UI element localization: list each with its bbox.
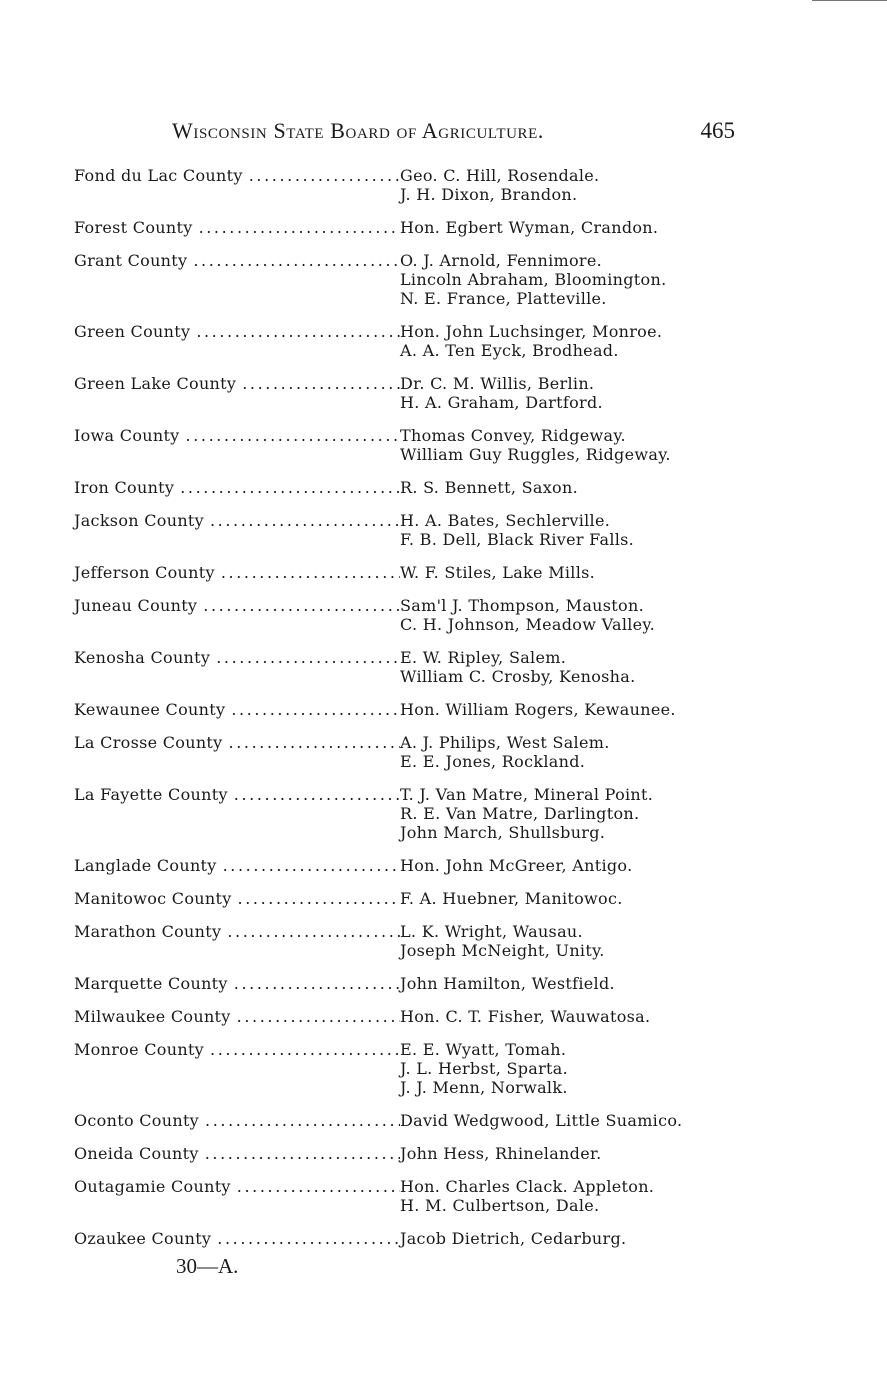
county-entry <box>74 1040 734 1097</box>
county-entry <box>74 1229 734 1248</box>
county-cell <box>74 251 400 308</box>
county-entry <box>74 1177 734 1215</box>
dot-leader <box>242 374 400 393</box>
member-name: W. F. Stiles, Lake Mills. <box>400 563 596 582</box>
dot-leader <box>210 511 400 530</box>
county-name: Oneida County <box>74 1144 199 1163</box>
dot-leader <box>199 218 400 237</box>
member-name: H. A. Bates, Sechlerville. <box>400 511 611 530</box>
running-title: Wisconsin State Board of Agriculture. <box>172 118 544 143</box>
member-list <box>400 218 734 237</box>
county-cell <box>74 974 400 993</box>
member-name: John Hamilton, Westfield. <box>400 974 615 993</box>
county-cell <box>74 856 400 875</box>
dot-leader <box>205 1144 400 1163</box>
county-name: Marathon County <box>74 922 222 941</box>
member-name: T. J. Van Matre, Mineral Point. <box>400 785 654 804</box>
dot-leader <box>237 1177 400 1196</box>
member-list <box>400 1177 734 1215</box>
member-list <box>400 785 734 842</box>
county-cell <box>74 166 400 204</box>
member-name: R. S. Bennett, Saxon. <box>400 478 578 497</box>
county-cell <box>74 733 400 771</box>
member-name: Thomas Convey, Ridgeway. <box>400 426 626 445</box>
member-name: A. J. Philips, West Salem. <box>400 733 610 752</box>
dot-leader <box>217 1229 400 1248</box>
county-entry <box>74 856 734 875</box>
dot-leader <box>249 166 400 185</box>
county-entry <box>74 166 734 204</box>
member-name: R. E. Van Matre, Darlington. <box>400 804 640 823</box>
member-name: Hon. Egbert Wyman, Crandon. <box>400 218 659 237</box>
county-cell <box>74 374 400 412</box>
county-cell <box>74 563 400 582</box>
member-name: A. A. Ten Eyck, Brodhead. <box>400 341 619 360</box>
dot-leader <box>203 596 400 615</box>
county-name: La Fayette County <box>74 785 228 804</box>
county-cell <box>74 700 400 719</box>
county-entry <box>74 648 734 686</box>
county-entry <box>74 785 734 842</box>
county-entry <box>74 478 734 497</box>
dot-leader <box>196 322 400 341</box>
county-entry <box>74 511 734 549</box>
member-name: John Hess, Rhinelander. <box>400 1144 602 1163</box>
member-name: J. H. Dixon, Brandon. <box>400 185 578 204</box>
member-list <box>400 1144 734 1163</box>
county-entry <box>74 922 734 960</box>
county-entry <box>74 374 734 412</box>
dot-leader <box>234 974 400 993</box>
member-name: J. L. Herbst, Sparta. <box>400 1059 569 1078</box>
county-entry <box>74 218 734 237</box>
county-cell <box>74 1229 400 1248</box>
member-name: F. B. Dell, Black River Falls. <box>400 530 635 549</box>
top-edge-rule <box>812 0 887 1</box>
member-name: Hon. C. T. Fisher, Wauwatosa. <box>400 1007 651 1026</box>
member-name: F. A. Huebner, Manitowoc. <box>400 889 623 908</box>
county-entry <box>74 700 734 719</box>
county-name: Jackson County <box>74 511 204 530</box>
county-name: Green Lake County <box>74 374 237 393</box>
member-name: Joseph McNeight, Unity. <box>400 941 605 960</box>
county-cell <box>74 785 400 842</box>
member-name: William Guy Ruggles, Ridgeway. <box>400 445 671 464</box>
county-name: Ozaukee County <box>74 1229 212 1248</box>
county-name: Outagamie County <box>74 1177 231 1196</box>
dot-leader <box>238 889 400 908</box>
county-cell <box>74 648 400 686</box>
member-list <box>400 1007 734 1026</box>
county-entry <box>74 974 734 993</box>
county-entry <box>74 733 734 771</box>
county-name: Oconto County <box>74 1111 200 1130</box>
county-cell <box>74 1144 400 1163</box>
county-entry <box>74 889 734 908</box>
county-entry <box>74 1007 734 1026</box>
member-name: O. J. Arnold, Fennimore. <box>400 251 602 270</box>
member-list <box>400 856 734 875</box>
member-list <box>400 1229 734 1248</box>
dot-leader <box>193 251 400 270</box>
dot-leader <box>210 1040 400 1059</box>
member-list <box>400 700 734 719</box>
member-name: Geo. C. Hill, Rosendale. <box>400 166 600 185</box>
county-cell <box>74 922 400 960</box>
member-name: Hon. John McGreer, Antigo. <box>400 856 633 875</box>
signature-mark: 30—A. <box>176 1254 239 1278</box>
county-name: La Crosse County <box>74 733 223 752</box>
member-name: Sam'l J. Thompson, Mauston. <box>400 596 644 615</box>
county-name: Milwaukee County <box>74 1007 231 1026</box>
county-cell <box>74 218 400 237</box>
member-list <box>400 922 734 960</box>
dot-leader <box>227 922 400 941</box>
county-cell <box>74 1177 400 1215</box>
county-name: Jefferson County <box>74 563 215 582</box>
county-name: Grant County <box>74 251 188 270</box>
county-name: Green County <box>74 322 191 341</box>
member-list <box>400 166 734 204</box>
county-name: Fond du Lac County <box>74 166 243 185</box>
county-cell <box>74 426 400 464</box>
member-list <box>400 511 734 549</box>
county-member-listing <box>74 166 734 1262</box>
member-name: David Wedgwood, Little Suamico. <box>400 1111 683 1130</box>
member-list <box>400 322 734 360</box>
county-name: Kewaunee County <box>74 700 226 719</box>
member-name: C. H. Johnson, Meadow Valley. <box>400 615 656 634</box>
dot-leader <box>205 1111 400 1130</box>
dot-leader <box>237 1007 400 1026</box>
county-cell <box>74 1007 400 1026</box>
county-name: Kenosha County <box>74 648 211 667</box>
member-name: H. A. Graham, Dartford. <box>400 393 603 412</box>
county-cell <box>74 1111 400 1130</box>
member-name: J. J. Menn, Norwalk. <box>400 1078 568 1097</box>
county-cell <box>74 511 400 549</box>
member-list <box>400 733 734 771</box>
county-entry <box>74 322 734 360</box>
member-name: H. M. Culbertson, Dale. <box>400 1196 600 1215</box>
member-list <box>400 251 734 308</box>
county-name: Juneau County <box>74 596 198 615</box>
county-cell <box>74 478 400 497</box>
dot-leader <box>186 426 400 445</box>
member-name: Hon. William Rogers, Kewaunee. <box>400 700 676 719</box>
county-name: Manitowoc County <box>74 889 232 908</box>
member-list <box>400 596 734 634</box>
county-cell <box>74 1040 400 1097</box>
county-entry <box>74 563 734 582</box>
county-name: Langlade County <box>74 856 217 875</box>
member-list <box>400 648 734 686</box>
member-name: John March, Shullsburg. <box>400 823 606 842</box>
member-name: N. E. France, Platteville. <box>400 289 607 308</box>
member-name: William C. Crosby, Kenosha. <box>400 667 636 686</box>
member-name: Hon. Charles Clack. Appleton. <box>400 1177 655 1196</box>
member-name: Hon. John Luchsinger, Monroe. <box>400 322 663 341</box>
member-list <box>400 1040 734 1097</box>
member-list <box>400 889 734 908</box>
county-name: Forest County <box>74 218 193 237</box>
member-list <box>400 974 734 993</box>
county-name: Iron County <box>74 478 175 497</box>
county-entry <box>74 251 734 308</box>
dot-leader <box>231 700 400 719</box>
dot-leader <box>234 785 400 804</box>
county-entry <box>74 596 734 634</box>
dot-leader <box>223 856 400 875</box>
member-list <box>400 563 734 582</box>
member-name: Jacob Dietrich, Cedarburg. <box>400 1229 627 1248</box>
county-cell <box>74 322 400 360</box>
county-entry <box>74 1144 734 1163</box>
member-list <box>400 478 734 497</box>
dot-leader <box>221 563 400 582</box>
dot-leader <box>229 733 400 752</box>
page-number: 465 <box>700 118 735 143</box>
dot-leader <box>180 478 400 497</box>
county-entry <box>74 1111 734 1130</box>
member-name: L. K. Wright, Wausau. <box>400 922 583 941</box>
member-name: E. E. Jones, Rockland. <box>400 752 586 771</box>
dot-leader <box>216 648 400 667</box>
county-name: Marquette County <box>74 974 228 993</box>
member-name: E. E. Wyatt, Tomah. <box>400 1040 567 1059</box>
county-name: Monroe County <box>74 1040 205 1059</box>
member-name: Dr. C. M. Willis, Berlin. <box>400 374 595 393</box>
member-list <box>400 374 734 412</box>
county-cell <box>74 889 400 908</box>
member-name: E. W. Ripley, Salem. <box>400 648 567 667</box>
county-entry <box>74 426 734 464</box>
member-list <box>400 1111 734 1130</box>
county-name: Iowa County <box>74 426 180 445</box>
county-cell <box>74 596 400 634</box>
running-header <box>172 118 735 148</box>
member-name: Lincoln Abraham, Bloomington. <box>400 270 667 289</box>
member-list <box>400 426 734 464</box>
